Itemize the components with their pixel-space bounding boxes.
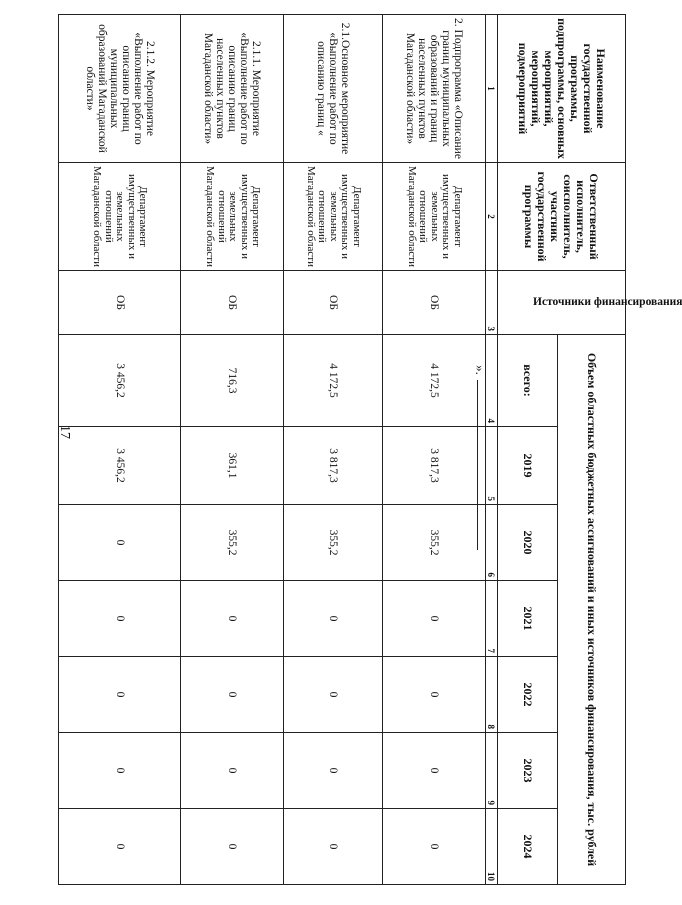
row-source: ОБ [181,271,284,335]
row-name: 2.1.2. Мероприятие «Выполнение работ по описанию границ муниципальных образований Магаданской области» [59,15,182,163]
row-source: ОБ [284,271,383,335]
row-year-value: 0 [383,657,486,733]
column-number-row [486,15,498,885]
column-number: 4 [486,335,498,427]
row-year-value: 0 [59,733,182,809]
row-source: ОБ [383,271,486,335]
column-number: 2 [486,163,498,271]
row-year-value: 0 [59,505,182,581]
closing-quote-mark: ». [473,365,488,375]
table-row [383,15,486,885]
row-year-value: 0 [284,657,383,733]
row-year-value: 355,2 [181,505,284,581]
row-year-value: 0 [383,733,486,809]
page-number: 17 [57,425,72,439]
row-name: 2. Подпрограмма «Описание границ муниципальных образований и границ населенных пунктов Магаданской области» [383,15,486,163]
row-responsible: Департамент имущественных и земельных отношений Магаданской области [284,163,383,271]
header-responsible: Ответственный исполнитель, соисполнитель, участник государственной программы [498,163,626,271]
row-responsible: Департамент имущественных и земельных отношений Магаданской области [181,163,284,271]
header-year: 2022 [498,657,558,733]
row-year-value: 3 817,3 [383,427,486,505]
table-row [59,15,182,885]
row-total: 716,3 [181,335,284,427]
row-year-value: 0 [284,733,383,809]
row-year-value: 3 456,2 [59,427,182,505]
row-name: 2.1.1. Мероприятие «Выполнение работ по описанию границ населенных пунктов Магаданской области» [181,15,284,163]
financing-table [58,14,682,885]
row-year-value: 0 [181,581,284,657]
row-year-value: 0 [284,809,383,885]
column-number: 7 [486,581,498,657]
row-total: 4 172,5 [383,335,486,427]
row-year-value: 0 [383,581,486,657]
column-number: 8 [486,657,498,733]
header-year: 2021 [498,581,558,657]
header-source-text: Источники финансирования [533,296,682,308]
table-row [181,15,284,885]
row-responsible: Департамент имущественных и земельных отношений Магаданской области [383,163,486,271]
row-year-value: 0 [383,809,486,885]
row-year-value: 0 [284,581,383,657]
row-year-value: 0 [59,657,182,733]
row-year-value: 355,2 [383,505,486,581]
header-name: Наименование государственной программы, подпрограммы, основных мероприятий, мероприятий, подмероприятий [498,15,626,163]
row-responsible: Департамент имущественных и земельных отношений Магаданской области [59,163,182,271]
header-year: 2024 [498,809,558,885]
row-total: 3 456,2 [59,335,182,427]
row-year-value: 0 [181,809,284,885]
row-year-value: 0 [181,733,284,809]
header-year: 2020 [498,505,558,581]
row-source: ОБ [59,271,182,335]
column-number: 5 [486,427,498,505]
header-year: 2019 [498,427,558,505]
financing-table-container [58,14,682,884]
header-total: всего: [498,335,558,427]
header-source [498,271,682,335]
header-year: 2023 [498,733,558,809]
row-total: 4 172,5 [284,335,383,427]
row-year-value: 0 [181,657,284,733]
row-name: 2.1.Основное мероприятие «Выполнение работ по описанию границ « [284,15,383,163]
column-number: 3 [486,271,498,335]
column-number: 1 [486,15,498,163]
row-year-value: 0 [59,809,182,885]
row-year-value: 361,1 [181,427,284,505]
row-year-value: 3 817,3 [284,427,383,505]
header-volume: Объем областных бюджетных ассигнований и иных источников финансирования, тыс. рублей [558,335,626,885]
row-year-value: 0 [59,581,182,657]
column-number: 6 [486,505,498,581]
column-number: 10 [486,809,498,885]
table-row [284,15,383,885]
row-year-value: 355,2 [284,505,383,581]
column-number: 9 [486,733,498,809]
